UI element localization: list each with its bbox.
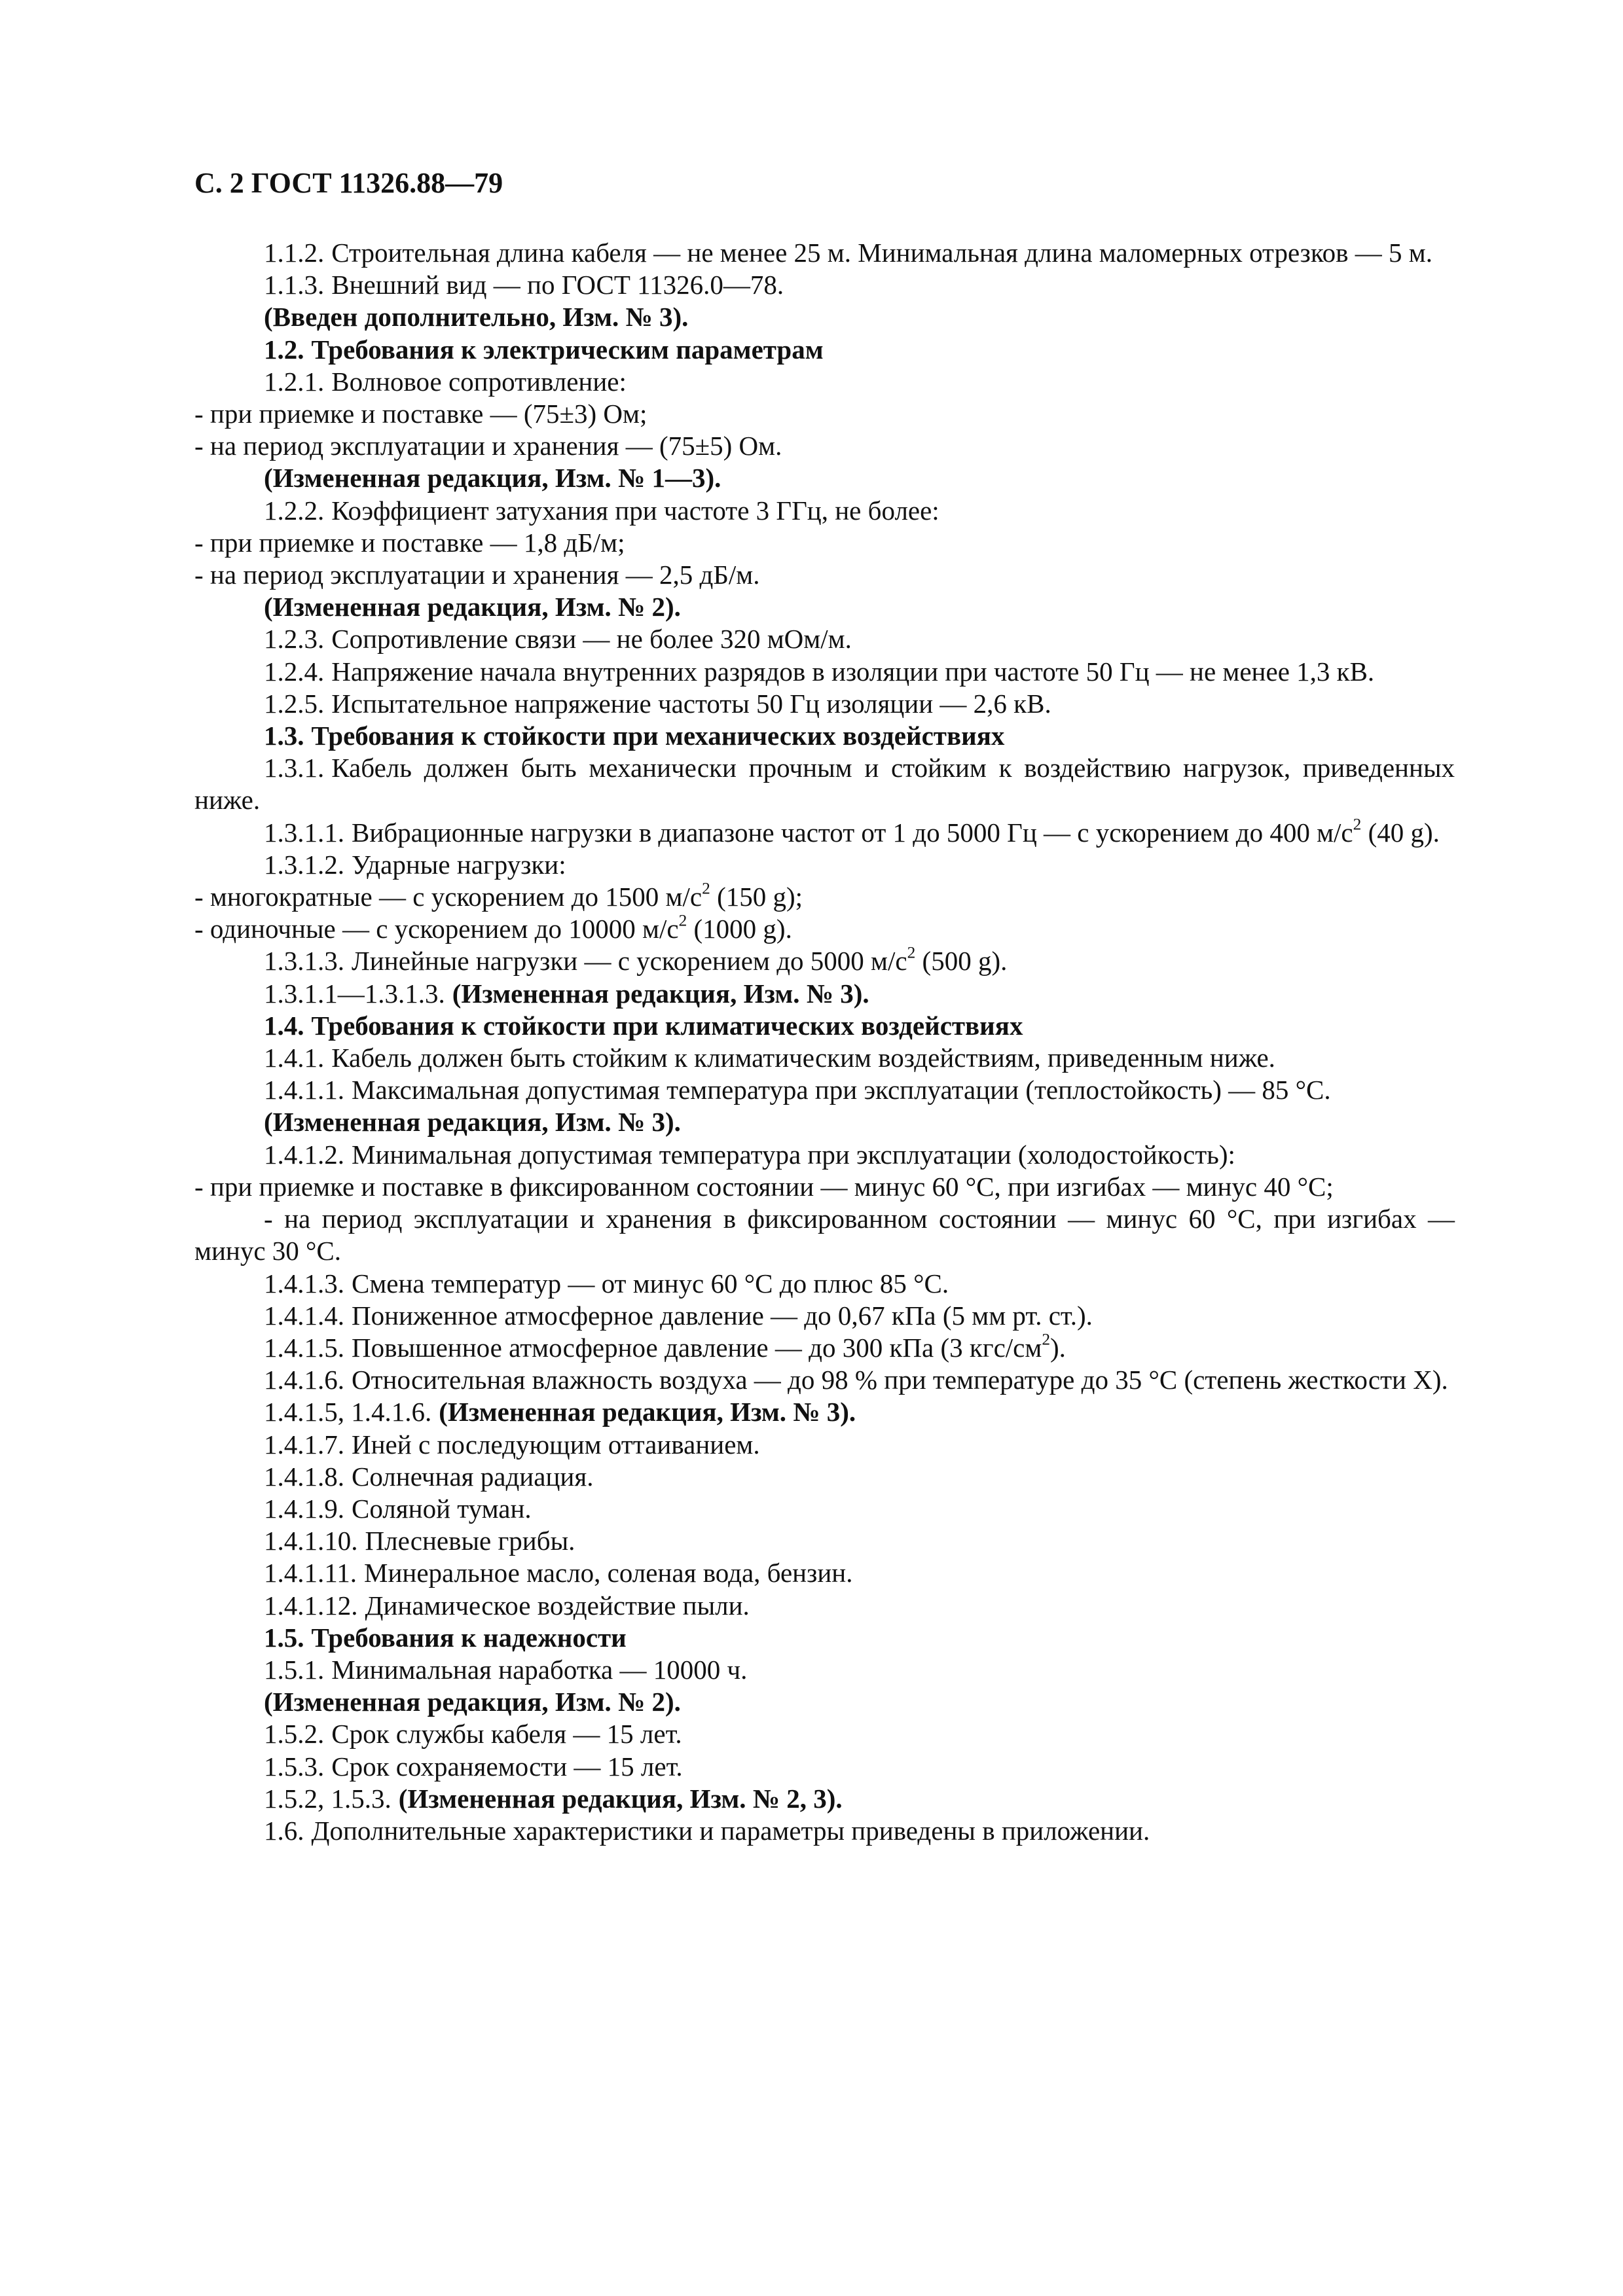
clause-1-4-1-12 bbox=[194, 1590, 1455, 1622]
clause-text: Дополнительные характеристики и параметры приведены в приложении. bbox=[311, 1815, 1150, 1846]
amendment-note bbox=[194, 978, 1455, 1010]
clause-number: 1.4.1.3. bbox=[264, 1268, 344, 1299]
clause-text: Срок службы кабеля — 15 лет. bbox=[331, 1719, 682, 1749]
amendment-note bbox=[194, 1396, 1455, 1428]
clause-1-2-3 bbox=[194, 623, 1455, 655]
clause-text: Соляной туман. bbox=[352, 1493, 532, 1524]
list-item-tail: (1000 g). bbox=[687, 914, 792, 944]
clause-number: 1.1.2. bbox=[264, 238, 325, 268]
clause-text: Смена температур — от минус 60 °С до плюс 85 °С. bbox=[352, 1268, 949, 1299]
clause-number: 1.3.1.2. bbox=[264, 849, 344, 880]
clause-1-3-1-1 bbox=[194, 817, 1455, 849]
clause-number: 1.5.2. bbox=[264, 1719, 325, 1749]
superscript: 2 bbox=[1353, 815, 1362, 834]
clause-number: 1.3.1.1. bbox=[264, 817, 344, 848]
section-heading-1-2 bbox=[194, 334, 1455, 366]
section-title: Требования к стойкости при климатических воздействиях bbox=[311, 1010, 1023, 1041]
clause-1-4-1-5 bbox=[194, 1332, 1455, 1364]
clause-1-4-1-4 bbox=[194, 1300, 1455, 1332]
list-item: - при приемке и поставке — (75±3) Ом; bbox=[194, 399, 647, 429]
superscript: 2 bbox=[678, 911, 687, 930]
amendment-note: (Измененная редакция, Изм. № 2). bbox=[264, 592, 681, 622]
list-item: - на период эксплуатации и хранения — (75±5) Ом. bbox=[194, 431, 782, 461]
clause-text: Ударные нагрузки: bbox=[352, 849, 566, 880]
clause-1-1-2 bbox=[194, 237, 1455, 269]
clause-number: 1.4.1.12. bbox=[264, 1590, 358, 1621]
clause-number: 1.2.3. bbox=[264, 624, 325, 655]
clause-text-tail: (500 g). bbox=[915, 946, 1008, 977]
clause-text: Минимальная допустимая температура при эксплуатации (холодостойкость): bbox=[352, 1139, 1235, 1170]
clause-text: Волновое сопротивление: bbox=[331, 366, 627, 397]
clause-number: 1.4.1.4. bbox=[264, 1300, 344, 1331]
clause-number: 1.2.2. bbox=[264, 495, 325, 526]
clause-text: Иней с последующим оттаиванием. bbox=[352, 1429, 760, 1460]
clause-text: Минимальная наработка — 10000 ч. bbox=[331, 1654, 748, 1685]
clause-number: 1.4.1. bbox=[264, 1043, 325, 1073]
clause-text: Строительная длина кабеля — не менее 25 м. Минимальная длина маломерных отрезков — 5 м. bbox=[331, 238, 1432, 268]
clause-text: Солнечная радиация. bbox=[352, 1461, 594, 1492]
clause-number: 1.4.1.6. bbox=[264, 1365, 344, 1395]
clause-text: Внешний вид — по ГОСТ 11326.0—78. bbox=[331, 270, 784, 300]
list-item-tail: (150 g); bbox=[710, 882, 803, 912]
clause-1-3-1-2 bbox=[194, 849, 1455, 881]
clause-1-2-1 bbox=[194, 366, 1455, 398]
clause-number: 1.4.1.10. bbox=[264, 1526, 358, 1556]
list-item: - при приемке и поставке в фиксированном состоянии — минус 60 °С, при изгибах — минус 40 °С; bbox=[194, 1171, 1334, 1202]
clause-text: Сопротивление связи — не более 320 мОм/м. bbox=[331, 624, 852, 655]
clause-text: Плесневые грибы. bbox=[365, 1526, 575, 1556]
list-item: - на период эксплуатации и хранения — 2,5 дБ/м. bbox=[194, 560, 760, 590]
list-item bbox=[194, 881, 1455, 913]
clause-text: Испытательное напряжение частоты 50 Гц изоляции — 2,6 кВ. bbox=[331, 688, 1051, 719]
clause-text: Кабель должен быть механически прочным и стойким к воздействию нагрузок, приведенных ниже. bbox=[194, 753, 1455, 816]
clause-1-4-1-9 bbox=[194, 1493, 1455, 1525]
amendment-text: (Измененная редакция, Изм. № 3). bbox=[452, 978, 869, 1009]
section-heading-1-5 bbox=[194, 1622, 1455, 1654]
clause-number: 1.5.3. bbox=[264, 1751, 325, 1782]
amendment-note: (Измененная редакция, Изм. № 2). bbox=[264, 1687, 681, 1717]
list-item-text: - одиночные — с ускорением до 10000 м/с bbox=[194, 914, 679, 944]
section-number: 1.5. bbox=[264, 1622, 304, 1653]
amendment-text: (Измененная редакция, Изм. № 3). bbox=[439, 1397, 856, 1427]
clause-1-4-1-8 bbox=[194, 1461, 1455, 1493]
clause-1-5-1 bbox=[194, 1654, 1455, 1686]
clause-1-2-5 bbox=[194, 688, 1455, 720]
clause-number: 1.5.1. bbox=[264, 1654, 325, 1685]
section-number: 1.2. bbox=[264, 334, 304, 365]
clause-1-3-1-3 bbox=[194, 945, 1455, 977]
clause-1-4-1-11 bbox=[194, 1557, 1455, 1589]
clause-1-3-1 bbox=[194, 752, 1455, 816]
clause-number: 1.4.1.8. bbox=[264, 1461, 344, 1492]
superscript: 2 bbox=[1042, 1330, 1051, 1349]
clause-number: 1.4.1.7. bbox=[264, 1429, 344, 1460]
amendment-note: (Измененная редакция, Изм. № 3). bbox=[264, 1107, 681, 1138]
clause-1-4-1-1 bbox=[194, 1074, 1455, 1106]
clause-number: 1.4.1.5. bbox=[264, 1332, 344, 1363]
clause-number: 1.2.1. bbox=[264, 366, 325, 397]
document-body bbox=[194, 237, 1455, 1847]
clause-text: Коэффициент затухания при частоте 3 ГГц, не более: bbox=[331, 495, 939, 526]
clause-number: 1.3.1.3. bbox=[264, 946, 344, 977]
clause-number: 1.4.1.9. bbox=[264, 1493, 344, 1524]
clause-1-1-3 bbox=[194, 269, 1455, 301]
clause-text: Вибрационные нагрузки в диапазоне частот от 1 до 5000 Гц — с ускорением до 400 м/с bbox=[352, 817, 1353, 848]
list-item-text: - многократные — с ускорением до 1500 м/с bbox=[194, 882, 702, 912]
clause-1-2-2 bbox=[194, 495, 1455, 527]
clause-1-4-1-3 bbox=[194, 1268, 1455, 1300]
section-heading-1-3 bbox=[194, 720, 1455, 752]
clause-number: 1.4.1.1. bbox=[264, 1075, 344, 1105]
clause-number: 1.3.1. bbox=[264, 753, 325, 783]
clause-number: 1.4.1.2. bbox=[264, 1139, 344, 1170]
section-number: 1.3. bbox=[264, 721, 304, 751]
superscript: 2 bbox=[702, 879, 710, 898]
clause-text: Срок сохраняемости — 15 лет. bbox=[331, 1751, 683, 1782]
amendment-note: (Введен дополнительно, Изм. № 3). bbox=[264, 302, 689, 332]
amendment-text: (Измененная редакция, Изм. № 2, 3). bbox=[398, 1783, 843, 1814]
clause-text: Повышенное атмосферное давление — до 300 кПа (3 кгс/см bbox=[352, 1332, 1042, 1363]
clause-1-4-1-2 bbox=[194, 1139, 1455, 1171]
list-item bbox=[194, 913, 1455, 945]
clause-text-tail: ). bbox=[1050, 1332, 1066, 1363]
clause-number: 1.2.5. bbox=[264, 688, 325, 719]
clause-reference: 1.3.1.1—1.3.1.3. bbox=[264, 978, 445, 1009]
clause-1-2-4 bbox=[194, 656, 1455, 688]
amendment-note bbox=[194, 1783, 1455, 1815]
clause-1-4-1-10 bbox=[194, 1525, 1455, 1557]
list-item: - на период эксплуатации и хранения в фиксированном состоянии — минус 60 °С, при изгибах — минус 30 °С. bbox=[194, 1204, 1455, 1266]
clause-1-4-1-7 bbox=[194, 1429, 1455, 1461]
clause-text: Динамическое воздействие пыли. bbox=[365, 1590, 750, 1621]
clause-reference: 1.5.2, 1.5.3. bbox=[264, 1783, 392, 1814]
clause-text: Линейные нагрузки — с ускорением до 5000 м/с bbox=[352, 946, 907, 977]
clause-number: 1.1.3. bbox=[264, 270, 325, 300]
section-number: 1.4. bbox=[264, 1010, 304, 1041]
clause-1-4-1 bbox=[194, 1042, 1455, 1074]
list-item: - при приемке и поставке — 1,8 дБ/м; bbox=[194, 527, 625, 558]
clause-text: Напряжение начала внутренних разрядов в изоляции при частоте 50 Гц — не менее 1,3 кВ. bbox=[331, 656, 1375, 687]
section-title: Требования к надежности bbox=[311, 1622, 627, 1653]
clause-reference: 1.4.1.5, 1.4.1.6. bbox=[264, 1397, 432, 1427]
clause-text: Минеральное масло, соленая вода, бензин. bbox=[363, 1558, 853, 1588]
clause-1-6 bbox=[194, 1815, 1455, 1847]
clause-text: Пониженное атмосферное давление — до 0,67 кПа (5 мм рт. ст.). bbox=[352, 1300, 1093, 1331]
amendment-note: (Измененная редакция, Изм. № 1—3). bbox=[264, 463, 721, 493]
clause-text: Относительная влажность воздуха — до 98 % при температуре до 35 °С (степень жесткости Х). bbox=[352, 1365, 1448, 1395]
clause-number: 1.4.1.11. bbox=[264, 1558, 357, 1588]
section-heading-1-4 bbox=[194, 1010, 1455, 1042]
clause-1-4-1-6 bbox=[194, 1364, 1455, 1396]
clause-number: 1.2.4. bbox=[264, 656, 325, 687]
clause-1-5-3 bbox=[194, 1751, 1455, 1783]
clause-text: Максимальная допустимая температура при эксплуатации (теплостойкость) — 85 °С. bbox=[352, 1075, 1331, 1105]
clause-1-5-2 bbox=[194, 1718, 1455, 1750]
section-title: Требования к стойкости при механических воздействиях bbox=[311, 721, 1005, 751]
clause-text: Кабель должен быть стойким к климатическим воздействиям, приведенным ниже. bbox=[331, 1043, 1275, 1073]
page-header: С. 2 ГОСТ 11326.88—79 bbox=[194, 167, 503, 199]
clause-text-tail: (40 g). bbox=[1361, 817, 1440, 848]
superscript: 2 bbox=[907, 944, 916, 963]
section-title: Требования к электрическим параметрам bbox=[311, 334, 824, 365]
clause-number: 1.6. bbox=[264, 1815, 304, 1846]
